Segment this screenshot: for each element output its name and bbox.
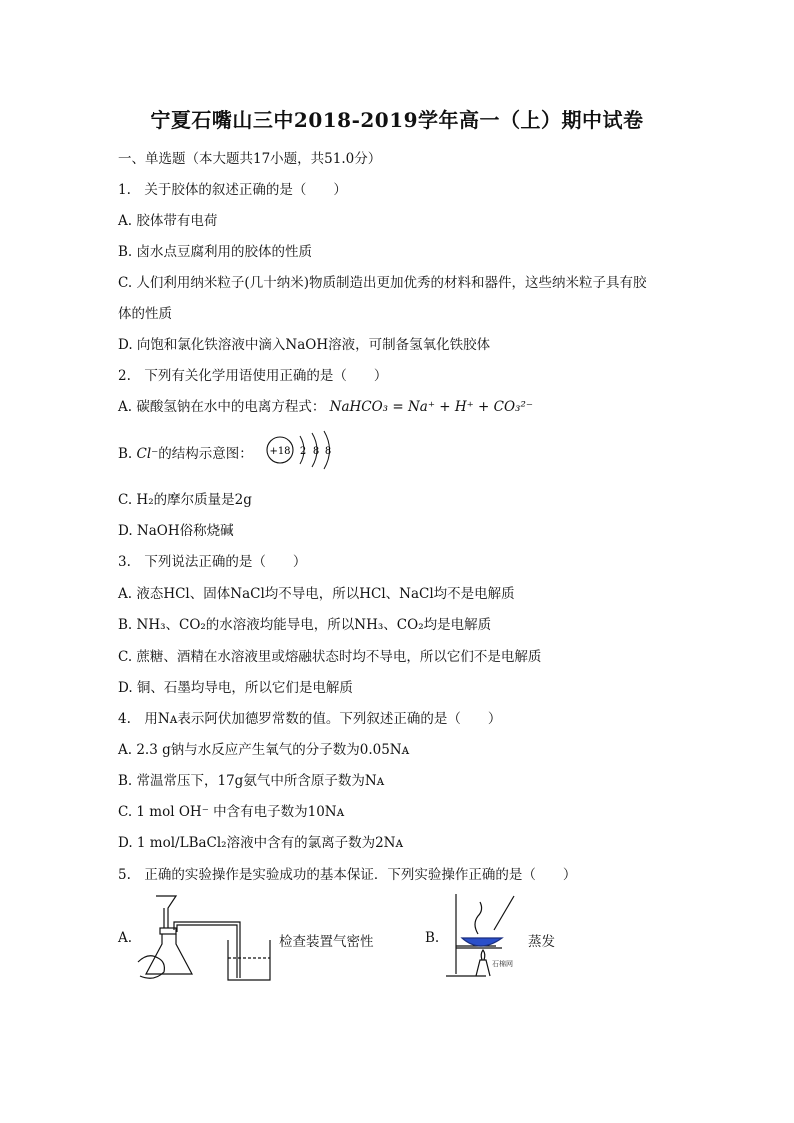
airtightness-check-apparatus-image [136, 892, 276, 984]
q4-option-d: D. 1 mol/LBaCl₂溶液中含有的氯离子数为2Nᴀ [118, 835, 404, 851]
q2-option-a [118, 395, 533, 415]
q4-option-b: B. 常温常压下，17g氨气中所含原子数为Nᴀ [118, 773, 385, 789]
q1-option-d: D. 向饱和氯化铁溶液中滴入NaOH溶液，可制备氢氧化铁胶体 [118, 337, 491, 353]
q2-option-b-text: 的结构示意图： [158, 446, 253, 462]
evaporation-apparatus-image [440, 890, 530, 984]
q3-option-a: A. 液态HCl、固体NaCl均不导电，所以HCl、NaCl均不是电解质 [118, 586, 515, 602]
q5-option-b-caption: 蒸发 [528, 934, 555, 950]
q1-option-b: B. 卤水点豆腐利用的胶体的性质 [118, 244, 313, 260]
q5-option-b-letter: B. [425, 930, 440, 946]
q2-option-a-label: A. 碳酸氢钠在水中的电离方程式： [118, 399, 326, 415]
q1-stem: 1. 关于胶体的叙述正确的是（ ） [118, 182, 347, 198]
q1-option-c-line1: C. 人们利用纳米粒子(几十纳米)物质制造出更加优秀的材料和器件，这些纳米粒子具有胶 [118, 275, 647, 291]
q4-option-c: C. 1 mol OH⁻ 中含有电子数为10Nᴀ [118, 804, 345, 820]
q2-option-b [118, 442, 253, 462]
section-heading: 一、单选题（本大题共17小题，共51.0分） [118, 151, 382, 167]
q5-option-a-letter: A. [118, 930, 133, 946]
q1-option-a: A. 胶体带有电荷 [118, 213, 218, 229]
q2-option-d: D. NaOH俗称烧碱 [118, 523, 234, 539]
shell-2-electrons: 8 [312, 446, 320, 457]
chloride-ion-structure-diagram [262, 430, 352, 470]
q2-option-a-equation: NaHCO₃ = Na⁺ + H⁺ + CO₃²⁻ [329, 399, 533, 415]
shell-1-electrons: 2 [299, 446, 307, 457]
page-title: 宁夏石嘴山三中2018-2019学年高一（上）期中试卷 [150, 108, 644, 132]
q5-stem: 5. 正确的实验操作是实验成功的基本保证．下列实验操作正确的是（ ） [118, 867, 577, 883]
q4-stem: 4. 用Nᴀ表示阿伏加德罗常数的值。下列叙述正确的是（ ） [118, 711, 502, 727]
q1-option-c-line2: 体的性质 [118, 306, 172, 322]
shell-3-electrons: 8 [324, 446, 332, 457]
asbestos-mesh-label: 石棉网 [492, 960, 513, 968]
q2-option-b-letter: B. [118, 446, 133, 462]
q4-option-a: A. 2.3 g钠与水反应产生氧气的分子数为0.05Nᴀ [118, 742, 410, 758]
q3-stem: 3. 下列说法正确的是（ ） [118, 554, 307, 570]
q3-option-c: C. 蔗糖、酒精在水溶液里或熔融状态时均不导电，所以它们不是电解质 [118, 649, 542, 665]
q2-option-c: C. H₂的摩尔质量是2g [118, 492, 252, 508]
q3-option-b: B. NH₃、CO₂的水溶液均能导电，所以NH₃、CO₂均是电解质 [118, 617, 492, 633]
q2-stem: 2. 下列有关化学用语使用正确的是（ ） [118, 368, 388, 384]
q5-option-a-caption: 检查装置气密性 [279, 934, 374, 950]
nucleus-charge: +18 [269, 446, 291, 457]
q2-option-b-ion: Cl⁻ [136, 446, 159, 462]
q3-option-d: D. 铜、石墨均导电，所以它们是电解质 [118, 680, 353, 696]
